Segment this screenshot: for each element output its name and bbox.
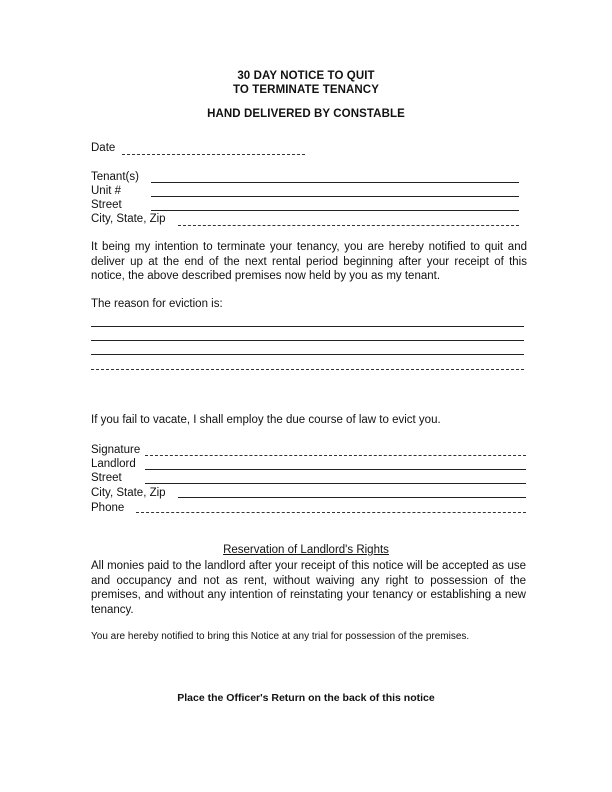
tenants-line[interactable] [151, 182, 519, 183]
phone-line[interactable] [136, 512, 526, 513]
landlord-label: Landlord [91, 458, 136, 470]
landlord-city-label: City, State, Zip [91, 487, 166, 499]
reservation-heading: Reservation of Landlord's Rights [223, 544, 389, 556]
unit-line[interactable] [151, 196, 519, 197]
reservation-body: All monies paid to the landlord after your receipt of this notice will be accepted as use and occupancy and not as rent, without waiving any right to possession of the premises, and without any intention of reinstating your tenancy or establishing a new tenancy. [91, 560, 526, 616]
subtitle: HAND DELIVERED BY CONSTABLE [207, 108, 405, 120]
signature-line[interactable] [145, 455, 526, 456]
unit-label: Unit # [91, 185, 122, 197]
landlord-city-line[interactable] [178, 497, 526, 498]
signature-label: Signature [91, 444, 141, 456]
title-line-2: TO TERMINATE TENANCY [233, 84, 379, 96]
vacate-statement: If you fail to vacate, I shall employ the due course of law to evict you. [91, 414, 441, 426]
reason-line-2[interactable] [91, 340, 524, 341]
reason-line-1[interactable] [91, 326, 524, 327]
street-line[interactable] [151, 210, 519, 211]
landlord-street-line[interactable] [145, 483, 526, 484]
footer-note: Place the Officer's Return on the back of this notice [177, 692, 435, 704]
notice-paragraph: It being my intention to terminate your tenancy, you are hereby notified to quit and deliver up at the end of the next rental period beginning after your receipt of this notice, the above described premises now held by you as my tenant. [91, 241, 527, 283]
phone-label: Phone [91, 502, 125, 514]
date-label: Date [91, 142, 116, 154]
landlord-line[interactable] [145, 469, 526, 470]
reason-line-4[interactable] [91, 369, 524, 370]
tenants-label: Tenant(s) [91, 171, 139, 183]
city-state-zip-label: City, State, Zip [91, 213, 166, 225]
reason-line-3[interactable] [91, 354, 524, 355]
landlord-street-label: Street [91, 472, 122, 484]
eviction-reason-label: The reason for eviction is: [91, 298, 223, 310]
street-label: Street [91, 199, 122, 211]
trial-notice: You are hereby notified to bring this Notice at any trial for possession of the premises. [91, 631, 470, 642]
title-line-1: 30 DAY NOTICE TO QUIT [237, 70, 375, 82]
date-line[interactable] [122, 154, 305, 155]
city-state-zip-line[interactable] [178, 225, 519, 226]
